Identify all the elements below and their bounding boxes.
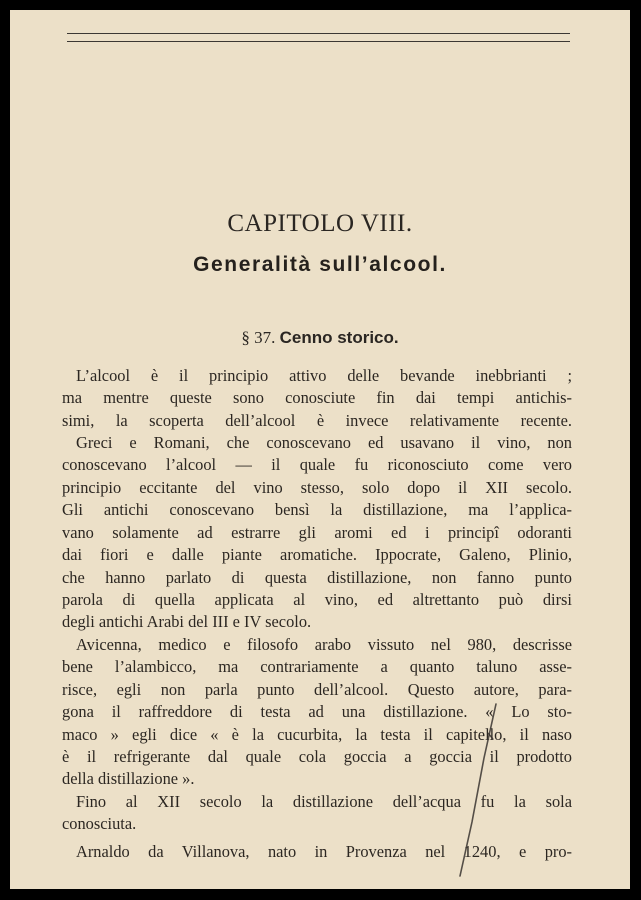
header-rule-top: [67, 33, 570, 34]
text-line: vano solamente ad estrarre gli aromi ed i principî odoranti: [62, 523, 572, 542]
text-line: della distillazione ».: [62, 769, 195, 788]
text-line: Arnaldo da Villanova, nato in Provenza nel 1240, e pro-: [76, 842, 572, 861]
text-line: parola di quella applicata al vino, ed altrettanto può dirsi: [62, 590, 572, 609]
text-line: simi, la scoperta dell’alcool è invece relativamente recente.: [62, 411, 572, 430]
chapter-heading: CAPITOLO VIII.: [227, 210, 413, 237]
text-line: gona il raffreddore di testa ad una distillazione. « Lo sto-: [62, 702, 572, 721]
section-number: § 37.: [241, 328, 276, 347]
text-line: conoscevano l’alcool — il quale fu riconosciuto come vero: [62, 455, 572, 474]
text-line: L’alcool è il principio attivo delle bevande inebbrianti ;: [76, 366, 572, 385]
header-rule-bottom: [67, 41, 570, 42]
text-line: Greci e Romani, che conoscevano ed usavano il vino, non: [76, 433, 572, 452]
text-line: dai fiori e dalle piante aromatiche. Ippocrate, Galeno, Plinio,: [62, 545, 572, 564]
text-line: risce, egli non parla punto dell’alcool. Questo autore, para-: [62, 680, 572, 699]
text-line: è il refrigerante dal quale cola goccia a goccia il prodotto: [62, 747, 572, 766]
text-line: degli antichi Arabi del III e IV secolo.: [62, 612, 312, 631]
chapter-title: Generalità sull’alcool.: [193, 253, 447, 276]
text-line: ma mentre queste sono conosciute fin dai tempi antichis-: [62, 388, 572, 407]
section-title: Cenno storico.: [279, 328, 399, 347]
text-line: maco » egli dice « è la cucurbita, la testa il capitello, il naso: [62, 725, 572, 744]
text-line: principio eccitante del vino stesso, solo dopo il XII secolo.: [62, 478, 572, 497]
book-page: [10, 10, 630, 889]
text-line: Avicenna, medico e filosofo arabo vissuto nel 980, descrisse: [76, 635, 572, 654]
text-line: conosciuta.: [62, 814, 137, 833]
text-line: Gli antichi conoscevano bensì la distillazione, ma l’applica-: [62, 500, 572, 519]
text-line: che hanno parlato di questa distillazione, non fanno punto: [62, 568, 572, 587]
text-line: Fino al XII secolo la distillazione dell’acqua fu la sola: [76, 792, 572, 811]
text-line: bene l’alambicco, ma contrariamente a quanto taluno asse-: [62, 657, 572, 676]
section-heading: [10, 328, 630, 348]
